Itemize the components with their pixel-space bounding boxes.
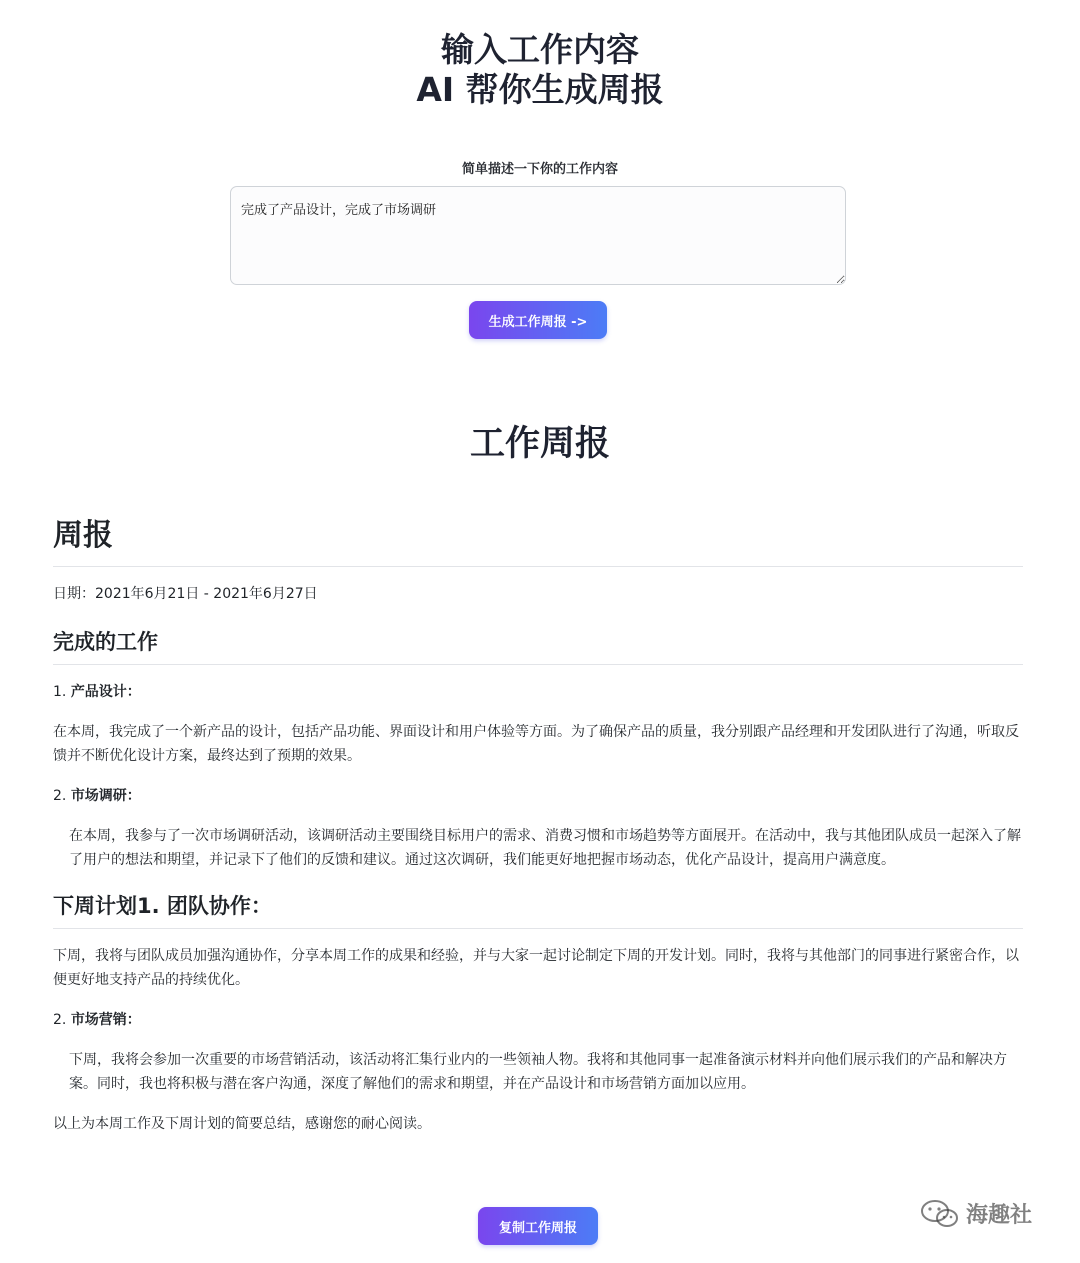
hero-title-line2: AI 帮你生成周报: [416, 70, 664, 109]
report-content: [53, 518, 1023, 1136]
plan2-title: 市场营销：: [70, 1012, 141, 1028]
plan1-text: 下周，我将与团队成员加强沟通协作，分享本周工作的成果和经验，并与大家一起讨论制定下周的开发计划。同时，我将与其他部门的同事进行紧密合作，以便更好地支持产品的持续优化。: [53, 948, 1019, 988]
watermark-text: 海趣社: [966, 1203, 1033, 1228]
section-title: 工作周报: [469, 424, 610, 464]
work-content-input[interactable]: [230, 186, 846, 285]
item2-number: 2.: [53, 788, 67, 804]
item2-header: [53, 784, 1023, 808]
wechat-icon: [920, 1199, 960, 1229]
generate-report-button[interactable]: 生成工作周报 ->: [469, 301, 607, 339]
plan-heading: 下周计划1. 团队协作：: [53, 892, 1023, 929]
item2-text: 在本周，我参与了一次市场调研活动，该调研活动主要围绕目标用户的需求、消费习惯和市场趋势等方面展开。在活动中，我与其他团队成员一起深入了解了用户的想法和期望，并记录下了他们的反馈和建议。通过这次调研，我们能更好地把握市场动态，优化产品设计，提高用户满意度。: [69, 828, 1021, 868]
plan2-number: 2.: [53, 1012, 67, 1028]
report-date: 日期：2021年6月21日 - 2021年6月27日: [53, 586, 318, 602]
watermark: [920, 1198, 1032, 1229]
hero-title-line1: 输入工作内容: [441, 30, 639, 69]
work-content-label: 简单描述一下你的工作内容: [461, 162, 618, 177]
report-heading: 周报: [53, 518, 1023, 567]
done-heading: 完成的工作: [53, 628, 1023, 665]
plan2-text: 下周，我将会参加一次重要的市场营销活动，该活动将汇集行业内的一些领袖人物。我将和其他同事一起准备演示材料并向他们展示我们的产品和解决方案。同时，我也将积极与潜在客户沟通，深度了解他们的需求和期望，并在产品设计和市场营销方面加以应用。: [69, 1052, 1007, 1092]
item2-title: 市场调研：: [70, 788, 141, 804]
copy-report-button[interactable]: 复制工作周报: [478, 1207, 598, 1245]
closing-text: 以上为本周工作及下周计划的简要总结，感谢您的耐心阅读。: [53, 1116, 431, 1132]
plan2-header: [53, 1008, 1023, 1032]
item1-header: [53, 680, 1023, 704]
hero-title: [0, 30, 1080, 110]
item1-text: 在本周，我完成了一个新产品的设计，包括产品功能、界面设计和用户体验等方面。为了确保产品的质量，我分别跟产品经理和开发团队进行了沟通，听取反馈并不断优化设计方案，最终达到了预期的效果。: [53, 724, 1019, 764]
item1-number: 1.: [53, 684, 67, 700]
item1-title: 产品设计：: [70, 684, 141, 700]
